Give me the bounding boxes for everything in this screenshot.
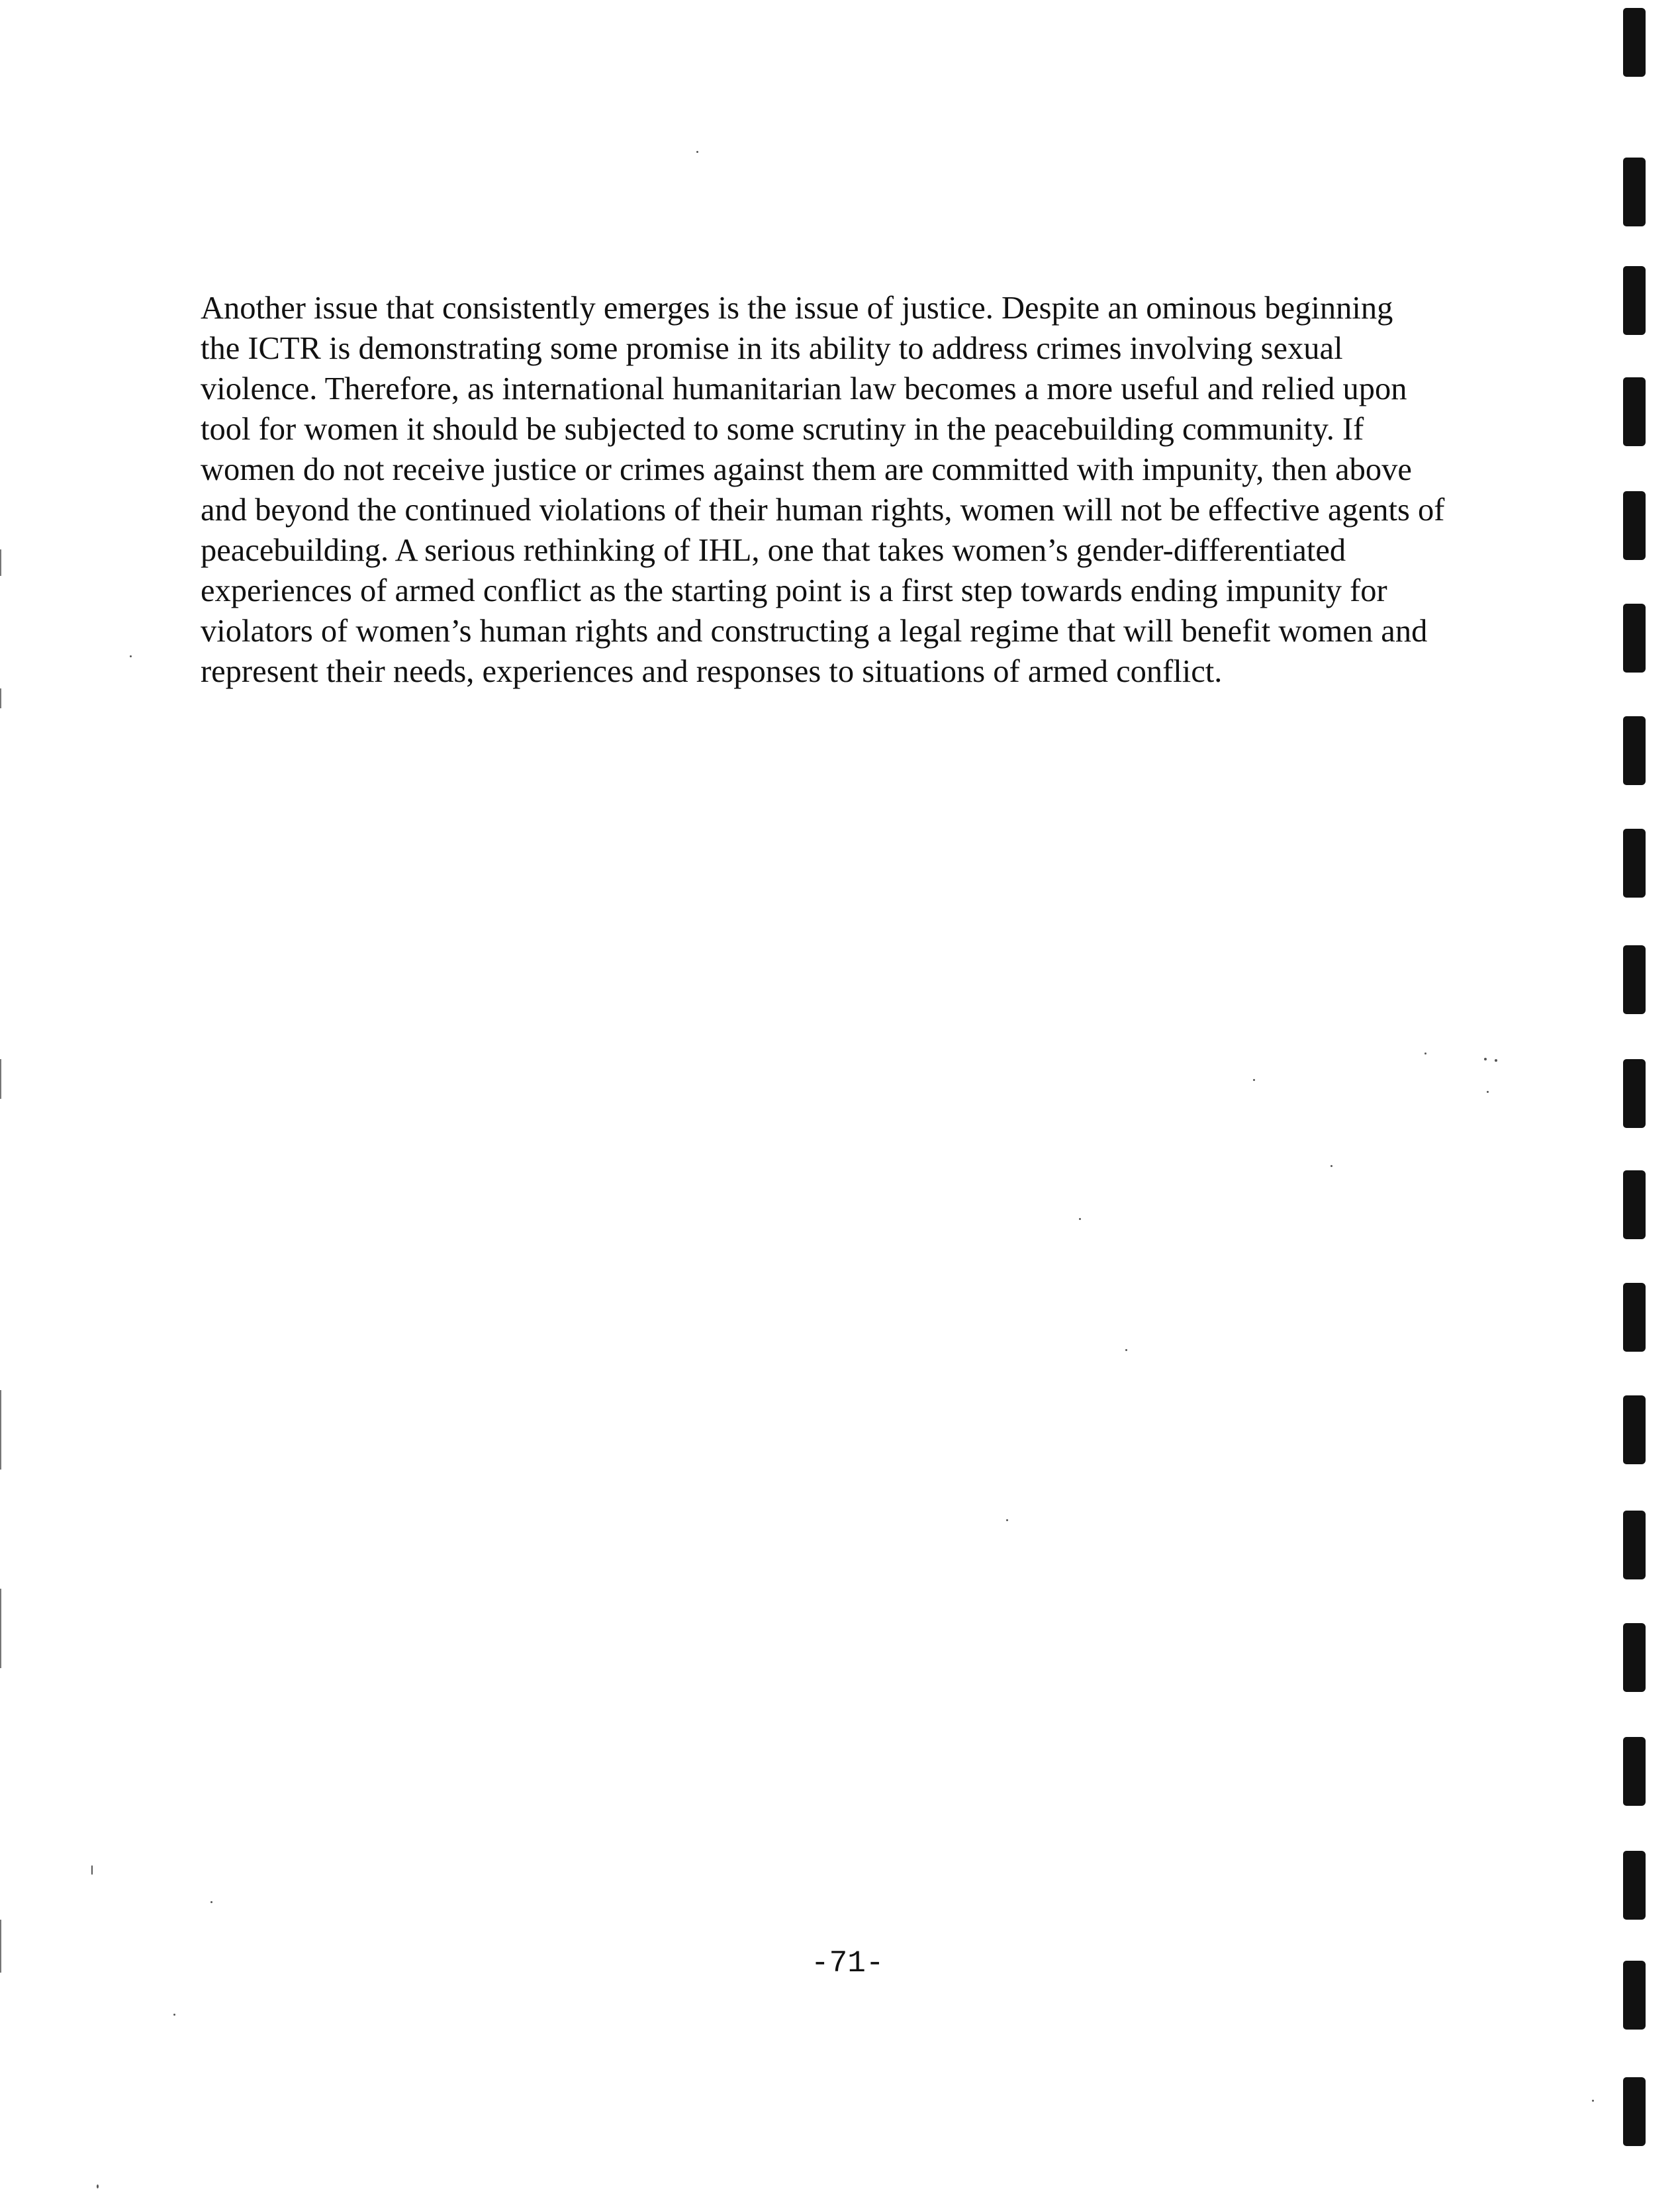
body-paragraph <box>201 288 1498 692</box>
binding-hole <box>1623 1961 1646 2030</box>
binding-hole <box>1623 1395 1646 1464</box>
paragraph-line: Another issue that consistently emerges is the issue of justice. Despite an ominous beginning <box>201 291 1393 326</box>
scan-speck <box>1592 2100 1594 2102</box>
scan-edge-mark <box>0 549 1 576</box>
scan-speck <box>696 151 698 153</box>
binding-hole <box>1623 1283 1646 1352</box>
scan-speck <box>91 1865 93 1875</box>
binding-hole <box>1623 1623 1646 1692</box>
scan-speck <box>130 655 132 657</box>
paragraph-line: tool for women it should be subjected to some scrutiny in the peacebuilding community. If <box>201 412 1364 447</box>
binding-hole <box>1623 1851 1646 1920</box>
scan-edge-mark <box>0 1059 1 1099</box>
paragraph-line: represent their needs, experiences and responses to situations of armed conflict. <box>201 654 1223 689</box>
scan-speck <box>210 1901 212 1903</box>
scan-speck <box>1006 1519 1008 1521</box>
binding-hole <box>1623 491 1646 560</box>
paragraph-line: violence. Therefore, as international humanitarian law becomes a more useful and relied upon <box>201 371 1407 406</box>
scan-speck <box>97 2184 99 2188</box>
scan-speck <box>1330 1165 1332 1167</box>
scan-edge-mark <box>0 688 1 708</box>
scan-speck <box>1495 1059 1497 1062</box>
binding-hole <box>1623 829 1646 898</box>
binding-hole <box>1623 716 1646 785</box>
scan-edge-mark <box>0 1920 1 1973</box>
binding-hole <box>1623 1059 1646 1128</box>
scan-speck <box>1125 1349 1127 1351</box>
binding-hole <box>1623 377 1646 446</box>
scan-speck <box>173 2014 175 2016</box>
binding-hole <box>1623 2077 1646 2146</box>
scan-speck <box>1424 1053 1426 1054</box>
binding-hole <box>1623 266 1646 335</box>
binding-hole <box>1623 1511 1646 1579</box>
scan-edge-mark <box>0 1390 1 1470</box>
scan-speck <box>1487 1091 1489 1093</box>
scan-speck <box>1253 1079 1255 1081</box>
page-number: -71- <box>811 1946 884 1981</box>
paragraph-line: the ICTR is demonstrating some promise in its ability to address crimes involving sexual <box>201 331 1343 366</box>
scan-speck <box>1484 1058 1487 1060</box>
binding-hole <box>1623 8 1646 77</box>
binding-hole <box>1623 945 1646 1014</box>
paragraph-line: and beyond the continued violations of their human rights, women will not be effective agents of <box>201 492 1445 528</box>
binding-holes <box>1615 0 1661 2201</box>
scan-speck <box>1079 1218 1081 1220</box>
paragraph-line: violators of women’s human rights and constructing a legal regime that will benefit women and <box>201 614 1428 649</box>
binding-hole <box>1623 1170 1646 1239</box>
binding-hole <box>1623 1737 1646 1806</box>
binding-hole <box>1623 604 1646 673</box>
paragraph-line: peacebuilding. A serious rethinking of IHL, one that takes women’s gender-differentiated <box>201 533 1346 568</box>
binding-hole <box>1623 158 1646 226</box>
paragraph-line: experiences of armed conflict as the starting point is a first step towards ending impunity for <box>201 573 1387 608</box>
scan-edge-mark <box>0 1589 1 1668</box>
paragraph-line: women do not receive justice or crimes against them are committed with impunity, then above <box>201 452 1412 487</box>
